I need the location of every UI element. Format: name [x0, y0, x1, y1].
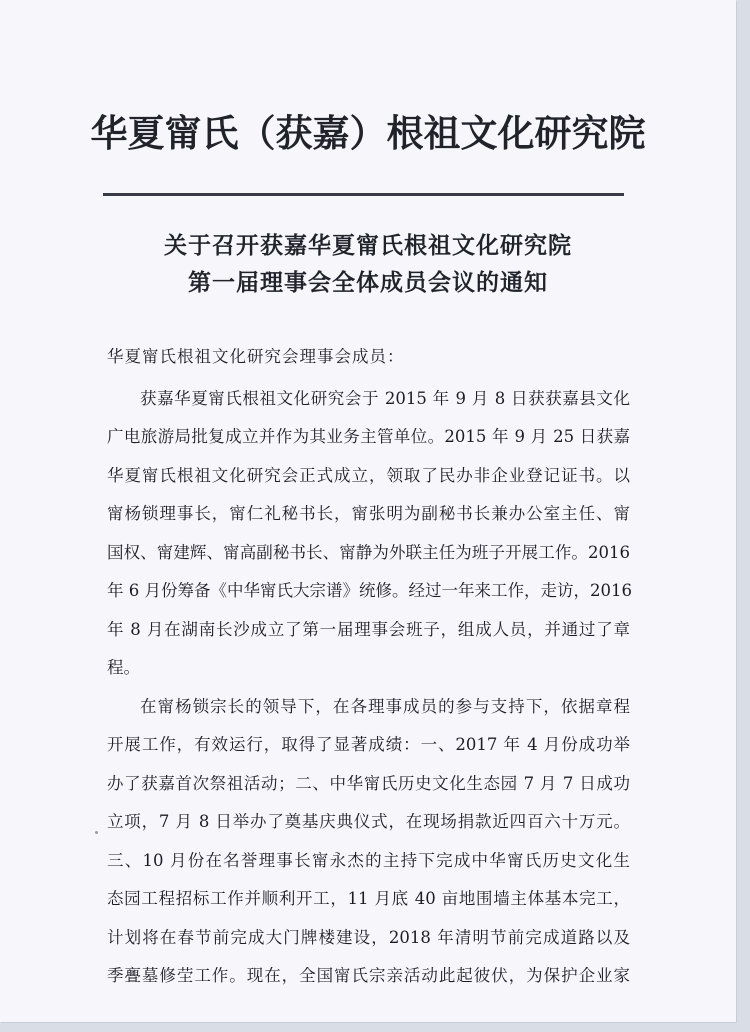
salutation: 华夏甯氏根祖文化研究会理事会成员： [107, 347, 405, 366]
paragraph2-line: 三、10 月份在名誉理事长甯永杰的主持下完成中华甯氏历史文化生 [107, 851, 630, 870]
header-divider [103, 193, 624, 196]
paragraph1-line: 甯杨锁理事长，甯仁礼秘书长，甯张明为副秘书长兼办公室主任、甯 [107, 504, 630, 523]
paragraph2-line: 在甯杨锁宗长的领导下，在各理事成员的参与支持下，依据章程 [140, 697, 630, 716]
paragraph1-line: 年 8 月在湖南长沙成立了第一届理事会班子，组成人员，并通过了章 [107, 620, 630, 639]
paragraph1-line: 国权、甯建辉、甯高副秘书长、甯静为外联主任为班子开展工作。2016 [107, 543, 630, 562]
paragraph1-line: 年 6 月份筹备《中华甯氏大宗谱》统修。经过一年来工作，走访，2016 [107, 581, 632, 600]
paragraph1-line: 程。 [107, 658, 140, 677]
paragraph1-line: 广电旅游局批复成立并作为其业务主管单位。2015 年 9 月 25 日获嘉 [107, 427, 630, 446]
paragraph2-line: 计划将在春节前完成大门牌楼建设，2018 年清明节前完成道路以及 [107, 928, 630, 947]
paragraph2-line: 办了获嘉首次祭祖活动；二、中华甯氏历史文化生态园 7 月 7 日成功 [107, 774, 630, 793]
paragraph2-line: 态园工程招标工作并顺利开工，11 月底 40 亩地围墙主体基本完工， [107, 889, 630, 908]
paragraph2-line: 季亹墓修茔工作。现在，全国甯氏宗亲活动此起彼伏，为保护企业家 [107, 966, 630, 985]
paragraph2-line: 立项，7 月 8 日举办了奠基庆典仪式，在现场捐款近四百六十万元。 [107, 812, 630, 831]
scan-speck [95, 831, 98, 834]
paragraph2-line: 开展工作，有效运行，取得了显著成绩：一、2017 年 4 月份成功举 [107, 735, 630, 754]
paragraph1-line: 华夏甯氏根祖文化研究会正式成立，领取了民办非企业登记证书。以 [107, 466, 630, 485]
notice-title-line-2: 第一届理事会全体成员会议的通知 [188, 270, 548, 296]
organization-title: 华夏甯氏（获嘉）根祖文化研究院 [90, 112, 646, 155]
paragraph1-line: 获嘉华夏甯氏根祖文化研究会于 2015 年 9 月 8 日获获嘉县文化 [140, 389, 630, 408]
notice-title-line-1: 关于召开获嘉华夏甯氏根祖文化研究院 [164, 233, 572, 259]
